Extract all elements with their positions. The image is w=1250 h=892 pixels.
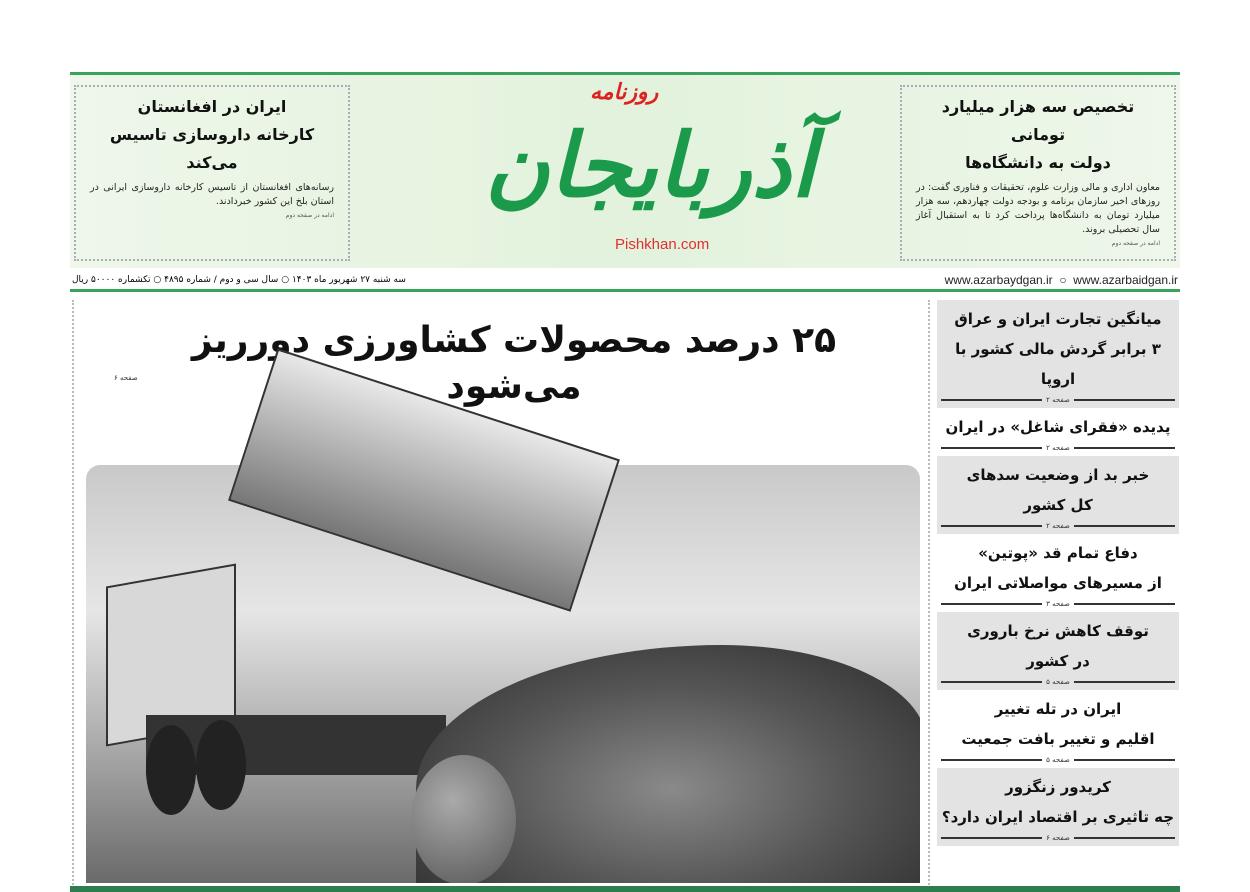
continued-note: ادامه در صفحه دوم <box>285 212 334 219</box>
item-title: پدیده «فقرای شاغل» در ایران <box>945 418 1171 436</box>
separator: ○ <box>1059 272 1067 287</box>
page-ref: صفحه ۵ <box>941 676 1175 690</box>
sidebar-item[interactable] <box>937 534 1179 612</box>
page-ref: صفحه ۲ <box>941 442 1175 456</box>
sidebar-item[interactable] <box>937 690 1179 768</box>
main-headline: ۲۵ درصد محصولات کشاورزی دورریز می‌شود <box>191 320 837 407</box>
news-sidebar <box>937 300 1179 846</box>
sidebar-item[interactable] <box>937 300 1179 408</box>
sidebar-item[interactable] <box>937 408 1179 456</box>
item-title: خبر بد از وضعیت سدهای <box>966 466 1150 484</box>
masthead <box>70 72 1180 268</box>
website-links <box>945 273 1178 287</box>
item-title: ۳ برابر گردش مالی کشور با اروپا <box>955 340 1161 388</box>
item-title: از مسیرهای مواصلاتی ایران <box>954 574 1162 592</box>
item-title: دفاع تمام قد «پوتین» <box>978 544 1138 562</box>
lead-story[interactable] <box>72 300 930 885</box>
teaser-title: کارخانه داروسازی تاسیس می‌کند <box>109 125 315 172</box>
item-title: اقلیم و تغییر بافت جمعیت <box>961 730 1155 748</box>
teaser-title: دولت به دانشگاه‌ها <box>965 153 1111 172</box>
watermark: Pishkhan.com <box>615 236 710 253</box>
sidebar-item[interactable] <box>937 456 1179 534</box>
logo-name: آذربایجان <box>484 113 816 217</box>
teaser-right[interactable] <box>900 85 1176 261</box>
item-title: میانگین تجارت ایران و عراق <box>954 310 1162 328</box>
page-ref: صفحه ۶ <box>114 374 138 382</box>
logo-sub: روزنامه <box>590 80 659 105</box>
item-title: چه تاثیری بر اقتصاد ایران دارد؟ <box>941 808 1175 826</box>
teaser-left[interactable] <box>74 85 350 261</box>
sidebar-item[interactable] <box>937 612 1179 690</box>
truck-wheel <box>146 725 196 815</box>
sidebar-item[interactable] <box>937 768 1179 846</box>
item-title: در کشور <box>1026 652 1090 670</box>
teaser-body: رسانه‌های افغانستان از تاسیس کارخانه داروسازی ایرانی در استان بلخ این کشور خبردادند. <box>90 182 334 207</box>
issue-info: سه شنبه ۲۷ شهریور ماه ۱۴۰۳ ○ سال سی و دوم / شماره ۴۸۹۵ ○ تکشماره ۵۰۰۰۰ ریال <box>72 274 406 285</box>
truck-wheel <box>196 720 246 810</box>
item-title: توقف کاهش نرخ باروری <box>967 622 1149 640</box>
url-link[interactable]: www.azarbaydgan.ir <box>944 272 1053 287</box>
page-ref: صفحه ۶ <box>941 832 1175 846</box>
item-title: کل کشور <box>1023 496 1093 514</box>
item-title: کریدور زنگزور <box>1005 778 1111 796</box>
item-title: ایران در تله تغییر <box>994 700 1122 718</box>
page-ref: صفحه ۵ <box>941 754 1175 768</box>
melon <box>411 755 516 883</box>
page-ref: صفحه ۲ <box>941 394 1175 408</box>
newspaper-logo <box>410 75 890 271</box>
teaser-title: تخصیص سه هزار میلیارد تومانی <box>941 97 1135 144</box>
footer-rule <box>70 886 1180 892</box>
continued-note: ادامه در صفحه دوم <box>1111 240 1160 247</box>
page-ref: صفحه ۳ <box>941 598 1175 612</box>
page-ref: صفحه ۲ <box>941 520 1175 534</box>
teaser-body: معاون اداری و مالی وزارت علوم، تحقیقات و فناوری گفت: در روزهای اخیر سازمان برنامه و بودجه دولت چهاردهم، سه هزار میلیارد تومان به دانشگاه‌ها پرداخت کرد تا به استقبال آغاز سال تحصیلی بروند. <box>916 182 1160 235</box>
teaser-title: ایران در افغانستان <box>137 97 287 116</box>
url-link[interactable]: www.azarbaidgan.ir <box>1073 272 1178 287</box>
dateline <box>70 270 1180 292</box>
